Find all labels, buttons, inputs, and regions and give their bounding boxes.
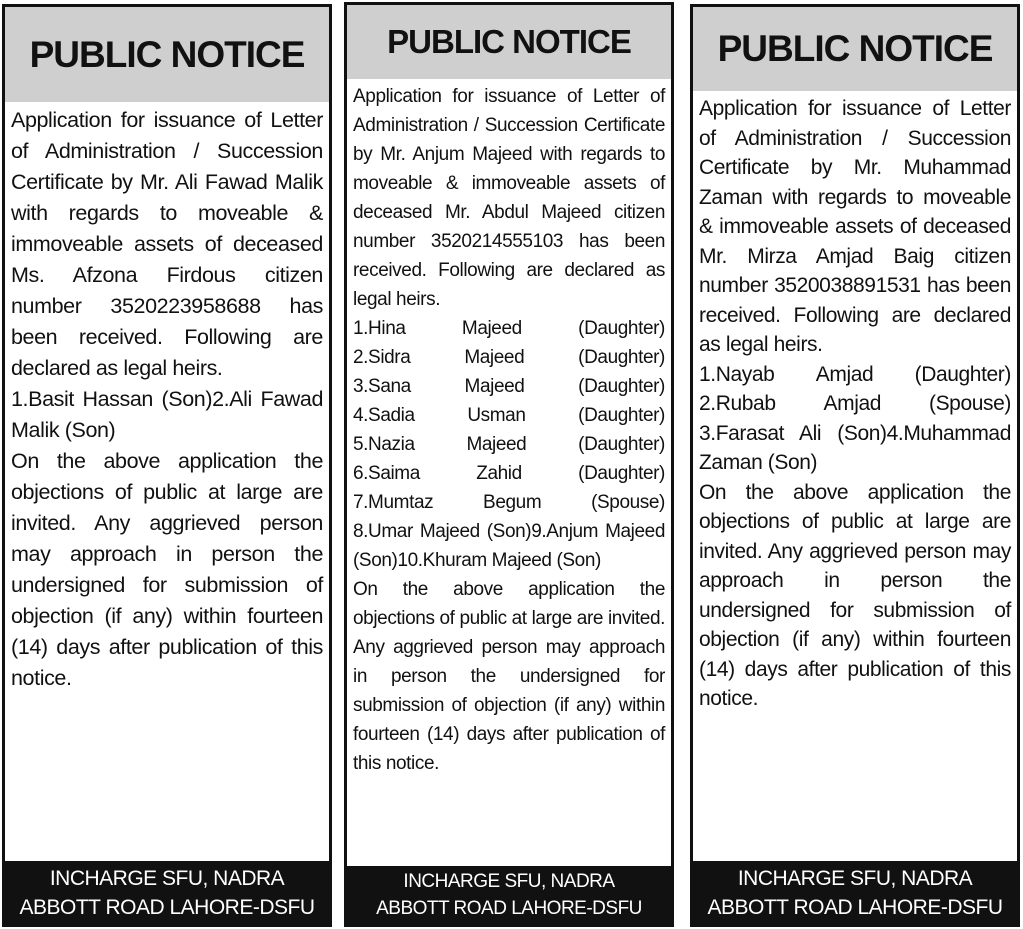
notice-closing: On the above application the objections of public at large are invited. Any aggrieved person may approach in person the undersigned for submission of objection (if any) within fourteen (14) days after publication of this notice.	[699, 480, 1011, 710]
heir-item: 5.Nazia Majeed (Daughter)	[353, 434, 665, 455]
public-notice-muhammad-zaman	[690, 4, 1020, 927]
notice-intro: Application for issuance of Letter of Administration / Succession Certificate by Mr. Anjum Majeed with regards to moveable & immoveable assets of deceased Mr. Abdul Majeed citizen number 3520214555103 has been received. Following are declared as legal heirs.	[353, 86, 665, 310]
legal-heirs-list	[699, 360, 1011, 419]
notice-closing: On the above application the objections of public at large are invited. Any aggrieved person may approach in person the undersigned for submission of objection (if any) within fourteen (14) days after publication of this notice.	[11, 449, 323, 690]
notice-title: PUBLIC NOTICE	[693, 7, 1017, 91]
notice-signature	[347, 866, 671, 924]
heir-item: 1.Hina Majeed (Daughter)	[353, 318, 665, 339]
legal-heirs-list: 1.Basit Hassan (Son)2.Ali Fawad Malik (Son)	[11, 387, 323, 442]
notice-body	[5, 102, 329, 861]
public-notice-anjum-majeed	[344, 2, 674, 927]
notice-signature	[5, 861, 329, 924]
signature-line-2: ABBOTT ROAD LAHORE-DSFU	[376, 898, 642, 919]
signature-line-1: INCHARGE SFU, NADRA	[737, 867, 973, 890]
notice-body	[693, 91, 1017, 861]
notice-closing: On the above application the objections of public at large are invited. Any aggrieved person may approach in person the undersigned for submission of objection (if any) within fourteen (14) days after publication of this notice.	[353, 579, 665, 774]
signature-line-2: ABBOTT ROAD LAHORE-DSFU	[707, 896, 1003, 919]
heir-item: 2.Rubab Amjad (Spouse)	[699, 392, 1011, 415]
legal-heirs-continued: 8.Umar Majeed (Son)9.Anjum Majeed (Son)10.Khuram Majeed (Son)	[353, 521, 665, 571]
notice-intro: Application for issuance of Letter of Administration / Succession Certificate by Mr. Ali Fawad Malik with regards to moveable & immoveable assets of deceased Ms. Afzona Firdous citizen number 3520223958688 has been received. Following are declared as legal heirs.	[11, 108, 323, 380]
heir-item: 4.Sadia Usman (Daughter)	[353, 405, 665, 426]
heir-item: 1.Nayab Amjad (Daughter)	[699, 362, 1011, 386]
heir-item: 3.Sana Majeed (Daughter)	[353, 376, 665, 397]
heir-item: 7.Mumtaz Begum (Spouse)	[353, 492, 665, 513]
notice-body	[347, 79, 671, 866]
heir-item: 2.Sidra Majeed (Daughter)	[353, 347, 665, 368]
signature-line-2: ABBOTT ROAD LAHORE-DSFU	[19, 896, 315, 919]
public-notice-ali-fawad-malik	[2, 4, 332, 927]
heir-item: 6.Saima Zahid (Daughter)	[353, 463, 665, 484]
signature-line-1: INCHARGE SFU, NADRA	[49, 867, 285, 890]
notice-intro: Application for issuance of Letter of Administration / Succession Certificate by Mr. Muhammad Zaman with regards to moveable & immoveable assets of deceased Mr. Mirza Amjad Baig citizen number 3520038891531 has been received. Following are declared as legal heirs.	[699, 97, 1011, 356]
legal-heirs-list	[353, 314, 665, 517]
notice-title: PUBLIC NOTICE	[347, 5, 671, 79]
notice-title: PUBLIC NOTICE	[5, 7, 329, 102]
notice-signature	[693, 861, 1017, 924]
signature-line-1: INCHARGE SFU, NADRA	[403, 871, 615, 892]
legal-heirs-continued: 3.Farasat Ali (Son)4.Muhammad Zaman (Son)	[699, 421, 1011, 474]
